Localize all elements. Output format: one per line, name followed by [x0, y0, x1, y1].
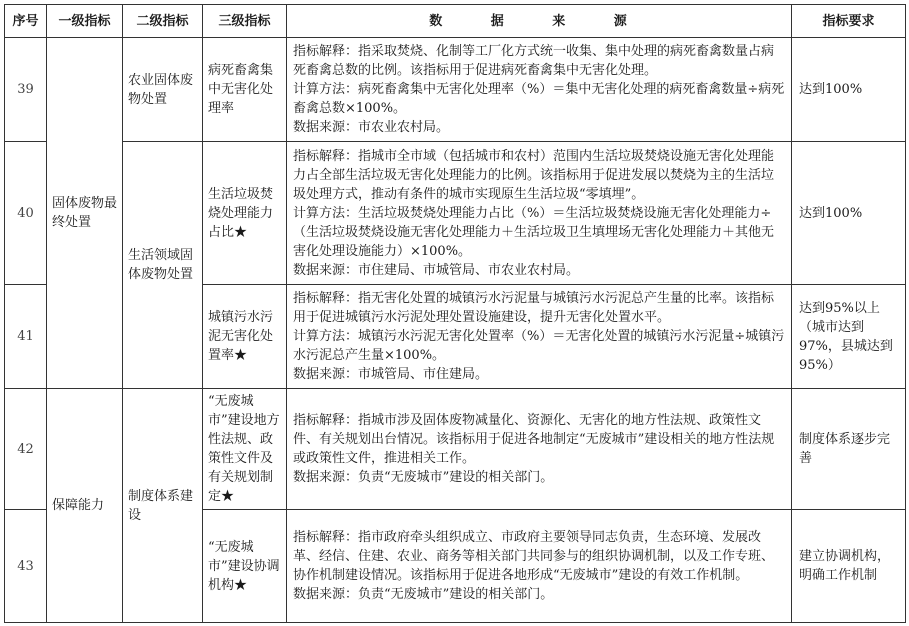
- level3-cell: 生活垃圾焚烧处理能力占比★: [203, 142, 287, 285]
- explanation-text: 指标解释：指市政府牵头组织成立、市政府主要领导同志负责，生态环境、发展改革、经信、住建、农业、商务等相关部门共同参与的组织协调机制，以及工作专班、协作机制建设情况。该指标用于促进各地形成“无废城市”建设的有效工作机制。: [293, 530, 775, 583]
- level3-cell: 病死畜禽集中无害化处理率: [203, 38, 287, 142]
- data-source-text: 数据来源：市住建局、市城管局、市农业农村局。: [293, 262, 580, 278]
- requirement-cell: 制度体系逐步完善: [792, 389, 906, 510]
- source-cell: [287, 38, 792, 142]
- explanation-text: 指标解释：指城市涉及固体废物减量化、资源化、无害化的地方性法规、政策性文件、有关规划出台情况。该指标用于促进各地制定“无废城市”建设相关的地方性法规或政策性文件，推进相关工作。: [293, 413, 775, 466]
- data-source-text: 数据来源：负责“无废城市”建设的相关部门。: [293, 587, 554, 602]
- source-cell: [287, 510, 792, 623]
- explanation-text: 指标解释：指无害化处置的城镇污水污泥量与城镇污水污泥总产生量的比率。该指标用于促进城镇污水污泥处理处置设施建设，提升无害化处置水平。: [293, 291, 775, 325]
- row-seq: 39: [5, 38, 47, 142]
- source-cell: [287, 285, 792, 389]
- table-row: [5, 389, 906, 510]
- table-row: [5, 38, 906, 142]
- explanation-text: 指标解释：指采取焚烧、化制等工厂化方式统一收集、集中处理的病死畜禽数量占病死畜禽总数的比例。该指标用于促进病死畜禽集中无害化处理。: [293, 44, 775, 78]
- level3-cell: “无废城市”建设地方性法规、政策性文件及有关规划制定★: [203, 389, 287, 510]
- header-requirement: 指标要求: [792, 5, 906, 38]
- explanation-text: 指标解释：指城市全市域（包括城市和农村）范围内生活垃圾焚烧设施无害化处理能力占全部生活垃圾无害化处理能力的比例。该指标用于促进发展以焚烧为主的生活垃圾处理方式，推动有条件的城市实现原生生活垃圾“零填埋”。: [293, 148, 775, 202]
- requirement-cell: 达到100%: [792, 142, 906, 285]
- data-source-text: 数据来源：市城管局、市住建局。: [293, 367, 489, 382]
- level3-cell: 城镇污水污泥无害化处置率★: [203, 285, 287, 389]
- method-text: 计算方法：城镇污水污泥无害化处置率（%）＝无害化处置的城镇污水污泥量÷城镇污水污泥总产生量×100%。: [293, 329, 785, 363]
- requirement-cell: 达到100%: [792, 38, 906, 142]
- indicator-table-container: [4, 4, 905, 623]
- level1-cell: 固体废物最终处置: [47, 38, 123, 389]
- header-level3: 三级指标: [203, 5, 287, 38]
- level2-cell: 制度体系建设: [123, 389, 203, 623]
- method-text: 计算方法：病死畜禽集中无害化处理率（%）＝集中无害化处理的病死畜禽数量÷病死畜禽总数×100%。: [293, 82, 785, 116]
- row-seq: 43: [5, 510, 47, 623]
- header-level2: 二级指标: [123, 5, 203, 38]
- header-source: 数 据 来 源: [287, 5, 792, 38]
- header-row: [5, 5, 906, 38]
- source-cell: [287, 389, 792, 510]
- source-cell: [287, 142, 792, 285]
- requirement-cell: 达到95%以上（城市达到97%，县城达到95%）: [792, 285, 906, 389]
- data-source-text: 数据来源：负责“无废城市”建设的相关部门。: [293, 470, 554, 485]
- indicator-table: [4, 4, 906, 623]
- data-source-text: 数据来源：市农业农村局。: [293, 120, 450, 135]
- row-seq: 42: [5, 389, 47, 510]
- method-text: 计算方法：生活垃圾焚烧处理能力占比（%）＝生活垃圾焚烧设施无害化处理能力÷（生活垃圾焚烧设施无害化处理能力＋生活垃圾卫生填埋场无害化处理能力＋其他无害化处理设施能力）×100%。: [293, 205, 775, 259]
- row-seq: 41: [5, 285, 47, 389]
- table-row: [5, 142, 906, 285]
- level2-cell: 生活领域固体废物处置: [123, 142, 203, 389]
- requirement-cell: 建立协调机构，明确工作机制: [792, 510, 906, 623]
- level2-cell: 农业固体废物处置: [123, 38, 203, 142]
- level3-cell: “无废城市”建设协调机构★: [203, 510, 287, 623]
- header-level1: 一级指标: [47, 5, 123, 38]
- header-seq: 序号: [5, 5, 47, 38]
- level1-cell: 保障能力: [47, 389, 123, 623]
- row-seq: 40: [5, 142, 47, 285]
